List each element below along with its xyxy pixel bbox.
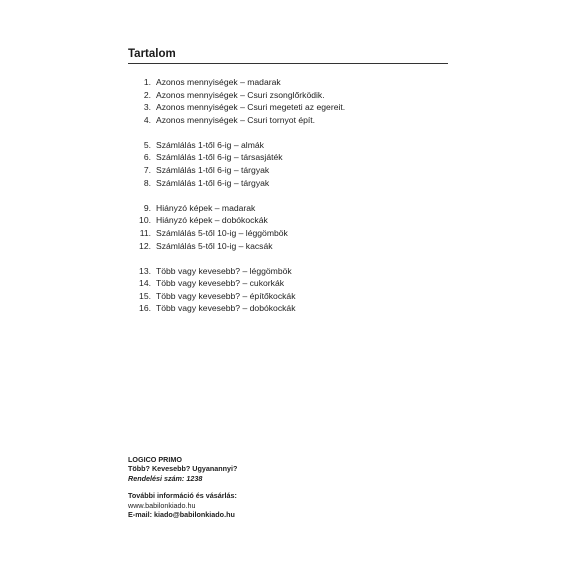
toc-item: [128, 101, 448, 114]
toc-item-number: 12.: [139, 240, 151, 251]
toc-item: [128, 76, 448, 89]
toc-item-title: Hiányzó képek – dobókockák: [156, 215, 268, 226]
toc-item-number: 16.: [139, 303, 151, 314]
order-number: Rendelési szám: 1238: [128, 473, 203, 483]
toc-group: [128, 265, 448, 315]
toc-item-number: 14.: [139, 278, 151, 289]
toc-item-title: Számlálás 5-től 10-ig – kacsák: [156, 240, 273, 251]
toc-item-number: 7.: [143, 165, 151, 176]
toc-item-title: Számlálás 1-től 6-ig – almák: [156, 139, 264, 150]
toc-item-title: Több vagy kevesebb? – dobókockák: [156, 303, 296, 314]
footer-spacer: [128, 483, 448, 491]
toc-item: [128, 240, 448, 253]
toc-item-title: Azonos mennyiségek – Csuri zsonglőrködik.: [156, 89, 325, 100]
toc-item-title: Számlálás 5-től 10-ig – léggömbök: [156, 227, 288, 238]
toc-item: [128, 227, 448, 240]
toc-item: [128, 177, 448, 190]
toc-item-title: Hiányzó képek – madarak: [156, 202, 256, 213]
toc-item: [128, 214, 448, 227]
toc-group: [128, 139, 448, 189]
toc-item-number: 5.: [143, 139, 151, 150]
toc-item: [128, 151, 448, 164]
toc-item: [128, 202, 448, 215]
toc-group: [128, 76, 448, 126]
toc-item-title: Azonos mennyiségek – Csuri tornyot épít.: [156, 114, 316, 125]
toc-item-title: Számlálás 1-től 6-ig – társasjáték: [156, 152, 283, 163]
toc-item-title: Számlálás 1-től 6-ig – tárgyak: [156, 177, 270, 188]
toc-item-title: Számlálás 1-től 6-ig – tárgyak: [156, 165, 270, 176]
toc-item-number: 2.: [143, 89, 151, 100]
toc-item: [128, 290, 448, 303]
toc-item-title: Több vagy kevesebb? – építőkockák: [156, 290, 296, 301]
series-name: LOGICO PRIMO: [128, 455, 182, 464]
email-link[interactable]: E-mail: kiado@babilonkiado.hu: [128, 510, 235, 520]
toc-item: [128, 265, 448, 278]
toc-item-number: 11.: [139, 227, 151, 238]
toc-item-title: Több vagy kevesebb? – léggömbök: [156, 265, 292, 276]
toc-item-number: 13.: [139, 265, 151, 276]
toc-item-title: Több vagy kevesebb? – cukorkák: [156, 278, 285, 289]
toc-item-number: 3.: [143, 102, 151, 113]
toc-item-number: 15.: [139, 290, 151, 301]
toc-item: [128, 89, 448, 102]
table-of-contents: [128, 76, 448, 328]
toc-item-number: 10.: [139, 215, 151, 226]
toc-item: [128, 277, 448, 290]
toc-item: [128, 114, 448, 127]
toc-item-number: 9.: [143, 202, 151, 213]
imprint-footer: [128, 455, 448, 519]
toc-item-number: 8.: [143, 177, 151, 188]
info-heading: További információ és vásárlás:: [128, 491, 237, 501]
page-title: Tartalom: [128, 48, 448, 64]
toc-item: [128, 164, 448, 177]
toc-item-title: Azonos mennyiségek – madarak: [156, 77, 281, 87]
toc-item: [128, 302, 448, 315]
toc-item-number: 4.: [143, 114, 151, 125]
toc-item: [128, 139, 448, 152]
toc-group: [128, 202, 448, 252]
toc-item-number: 6.: [143, 152, 151, 163]
website-link[interactable]: www.babilonkiado.hu: [128, 500, 196, 510]
book-title: Több? Kevesebb? Ugyanannyi?: [128, 464, 238, 474]
toc-item-title: Azonos mennyiségek – Csuri megeteti az egereit.: [156, 102, 346, 113]
toc-item-number: 1.: [143, 77, 151, 87]
